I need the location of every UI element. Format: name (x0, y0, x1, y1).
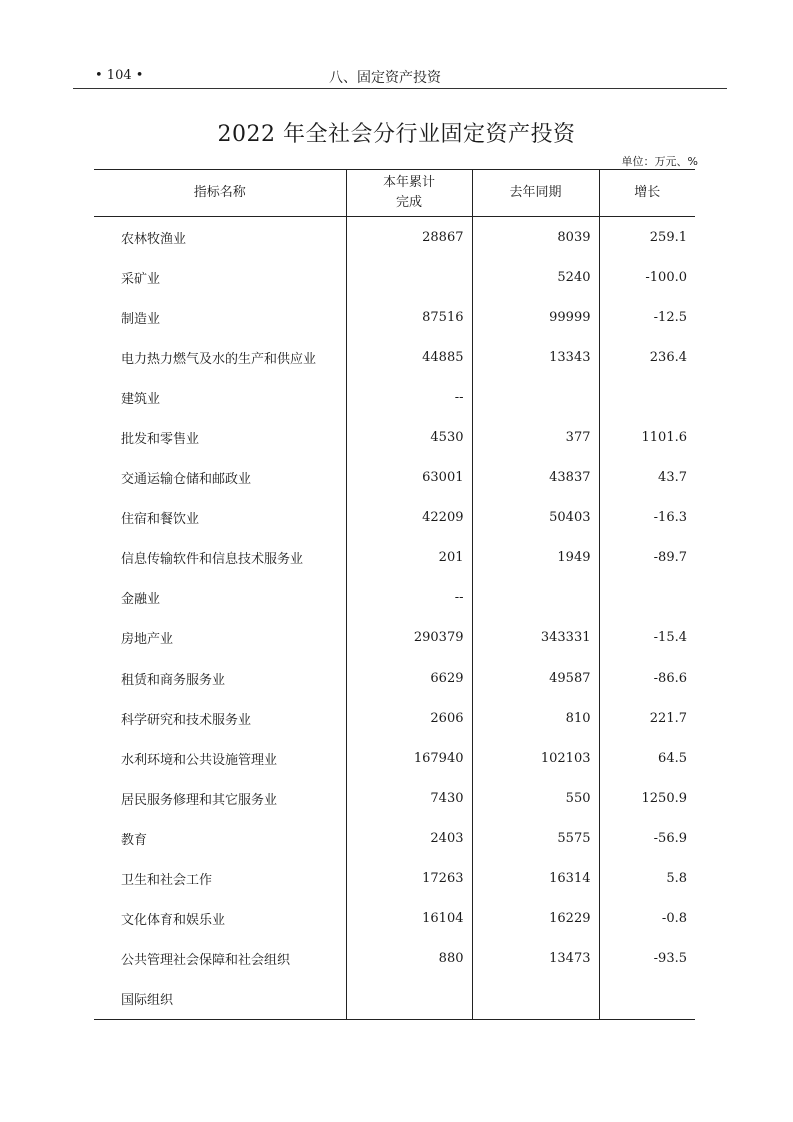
table-row (94, 498, 695, 538)
row-growth-value: -100.0 (645, 269, 687, 285)
row-current-value: 201 (346, 538, 472, 578)
row-previous-value: 5240 (472, 257, 599, 297)
row-previous-value: 13343 (472, 337, 599, 377)
table-row (94, 578, 695, 618)
row-growth-value: 1101.6 (641, 430, 687, 446)
row-current-value: 17263 (346, 859, 472, 899)
table-row (94, 698, 695, 738)
row-previous-value: 49587 (472, 658, 599, 698)
row-industry-name: 农林牧渔业 (94, 217, 346, 258)
column-header-growth: 增长 (599, 170, 695, 217)
column-header-previous: 去年同期 (472, 170, 599, 217)
row-previous-value: 8039 (472, 217, 599, 258)
page-number: • 104 • (95, 68, 144, 83)
table-row (94, 778, 695, 818)
row-previous-value: 13473 (472, 939, 599, 979)
row-previous-value: 343331 (472, 618, 599, 658)
unit-note: 单位：万元、% (621, 155, 698, 168)
row-industry-name: 制造业 (94, 297, 346, 337)
row-current-value: 63001 (346, 458, 472, 498)
investment-table-container (94, 169, 695, 1020)
row-industry-name: 科学研究和技术服务业 (94, 698, 346, 738)
row-industry-name: 金融业 (94, 578, 346, 618)
row-previous-value: 16314 (472, 859, 599, 899)
row-growth-value (599, 979, 695, 1020)
row-current-value (346, 257, 472, 297)
row-growth-value: 1250.9 (641, 790, 687, 806)
row-growth-value: 221.7 (649, 710, 687, 726)
investment-table (94, 169, 695, 1020)
row-current-value: -- (346, 578, 472, 618)
row-industry-name: 信息传输软件和信息技术服务业 (94, 538, 346, 578)
row-growth-value: -56.9 (653, 830, 687, 846)
table-row (94, 979, 695, 1020)
row-previous-value: 50403 (472, 498, 599, 538)
table-row (94, 899, 695, 939)
table-row (94, 257, 695, 297)
row-growth-value: -89.7 (653, 550, 687, 566)
row-growth-value: -16.3 (653, 510, 687, 526)
row-industry-name: 房地产业 (94, 618, 346, 658)
column-header-current (346, 170, 472, 217)
table-body (94, 217, 695, 1020)
row-previous-value: 102103 (472, 738, 599, 778)
row-industry-name: 采矿业 (94, 257, 346, 297)
row-current-value: 28867 (346, 217, 472, 258)
row-previous-value: 5575 (472, 818, 599, 858)
row-industry-name: 水利环境和公共设施管理业 (94, 738, 346, 778)
row-current-value: 7430 (346, 778, 472, 818)
row-growth-value (599, 578, 695, 618)
row-industry-name: 住宿和餐饮业 (94, 498, 346, 538)
row-previous-value: 1949 (472, 538, 599, 578)
row-previous-value (472, 578, 599, 618)
row-growth-value: -0.8 (661, 911, 687, 927)
row-industry-name: 国际组织 (94, 979, 346, 1020)
row-previous-value (472, 377, 599, 417)
page-header (73, 66, 727, 89)
row-current-value: 87516 (346, 297, 472, 337)
row-growth-value: -86.6 (653, 670, 687, 686)
row-industry-name: 公共管理社会保障和社会组织 (94, 939, 346, 979)
table-row (94, 377, 695, 417)
row-growth-value: 5.8 (666, 871, 687, 887)
row-growth-value (599, 377, 695, 417)
row-current-value: 16104 (346, 899, 472, 939)
table-row (94, 217, 695, 258)
row-growth-value: -15.4 (653, 630, 687, 646)
row-growth-value: 259.1 (649, 229, 687, 245)
row-industry-name: 交通运输仓储和邮政业 (94, 458, 346, 498)
row-current-value: 290379 (346, 618, 472, 658)
row-current-value: 44885 (346, 337, 472, 377)
section-title: 八、固定资产投资 (329, 70, 441, 86)
column-header-current-line1: 本年累计 (382, 175, 435, 190)
row-current-value: 4530 (346, 417, 472, 457)
row-previous-value: 99999 (472, 297, 599, 337)
row-previous-value: 43837 (472, 458, 599, 498)
row-previous-value: 550 (472, 778, 599, 818)
row-industry-name: 电力热力燃气及水的生产和供应业 (94, 337, 346, 377)
row-growth-value: 43.7 (658, 470, 687, 486)
row-current-value: 6629 (346, 658, 472, 698)
table-row (94, 297, 695, 337)
row-industry-name: 租赁和商务服务业 (94, 658, 346, 698)
row-industry-name: 文化体育和娱乐业 (94, 899, 346, 939)
table-row (94, 618, 695, 658)
row-current-value: 2606 (346, 698, 472, 738)
column-header-current-line2: 完成 (395, 195, 422, 210)
row-growth-value: -12.5 (653, 309, 687, 325)
table-row (94, 658, 695, 698)
row-previous-value: 810 (472, 698, 599, 738)
row-current-value: 42209 (346, 498, 472, 538)
table-row (94, 818, 695, 858)
row-current-value: 167940 (346, 738, 472, 778)
row-current-value: 880 (346, 939, 472, 979)
row-current-value: 2403 (346, 818, 472, 858)
table-row (94, 337, 695, 377)
row-current-value: -- (346, 377, 472, 417)
table-row (94, 458, 695, 498)
table-row (94, 859, 695, 899)
row-industry-name: 卫生和社会工作 (94, 859, 346, 899)
row-current-value (346, 979, 472, 1020)
row-industry-name: 建筑业 (94, 377, 346, 417)
row-industry-name: 批发和零售业 (94, 417, 346, 457)
row-growth-value: 64.5 (658, 750, 687, 766)
row-previous-value: 377 (472, 417, 599, 457)
row-growth-value: 236.4 (649, 349, 687, 365)
row-industry-name: 居民服务修理和其它服务业 (94, 778, 346, 818)
table-row (94, 417, 695, 457)
table-row (94, 738, 695, 778)
table-row (94, 538, 695, 578)
row-previous-value: 16229 (472, 899, 599, 939)
row-growth-value: -93.5 (653, 951, 687, 967)
table-header-row (94, 170, 695, 217)
column-header-name: 指标名称 (94, 170, 346, 217)
row-industry-name: 教育 (94, 818, 346, 858)
table-row (94, 939, 695, 979)
table-title: 2022 年全社会分行业固定资产投资 (217, 122, 576, 147)
row-previous-value (472, 979, 599, 1020)
